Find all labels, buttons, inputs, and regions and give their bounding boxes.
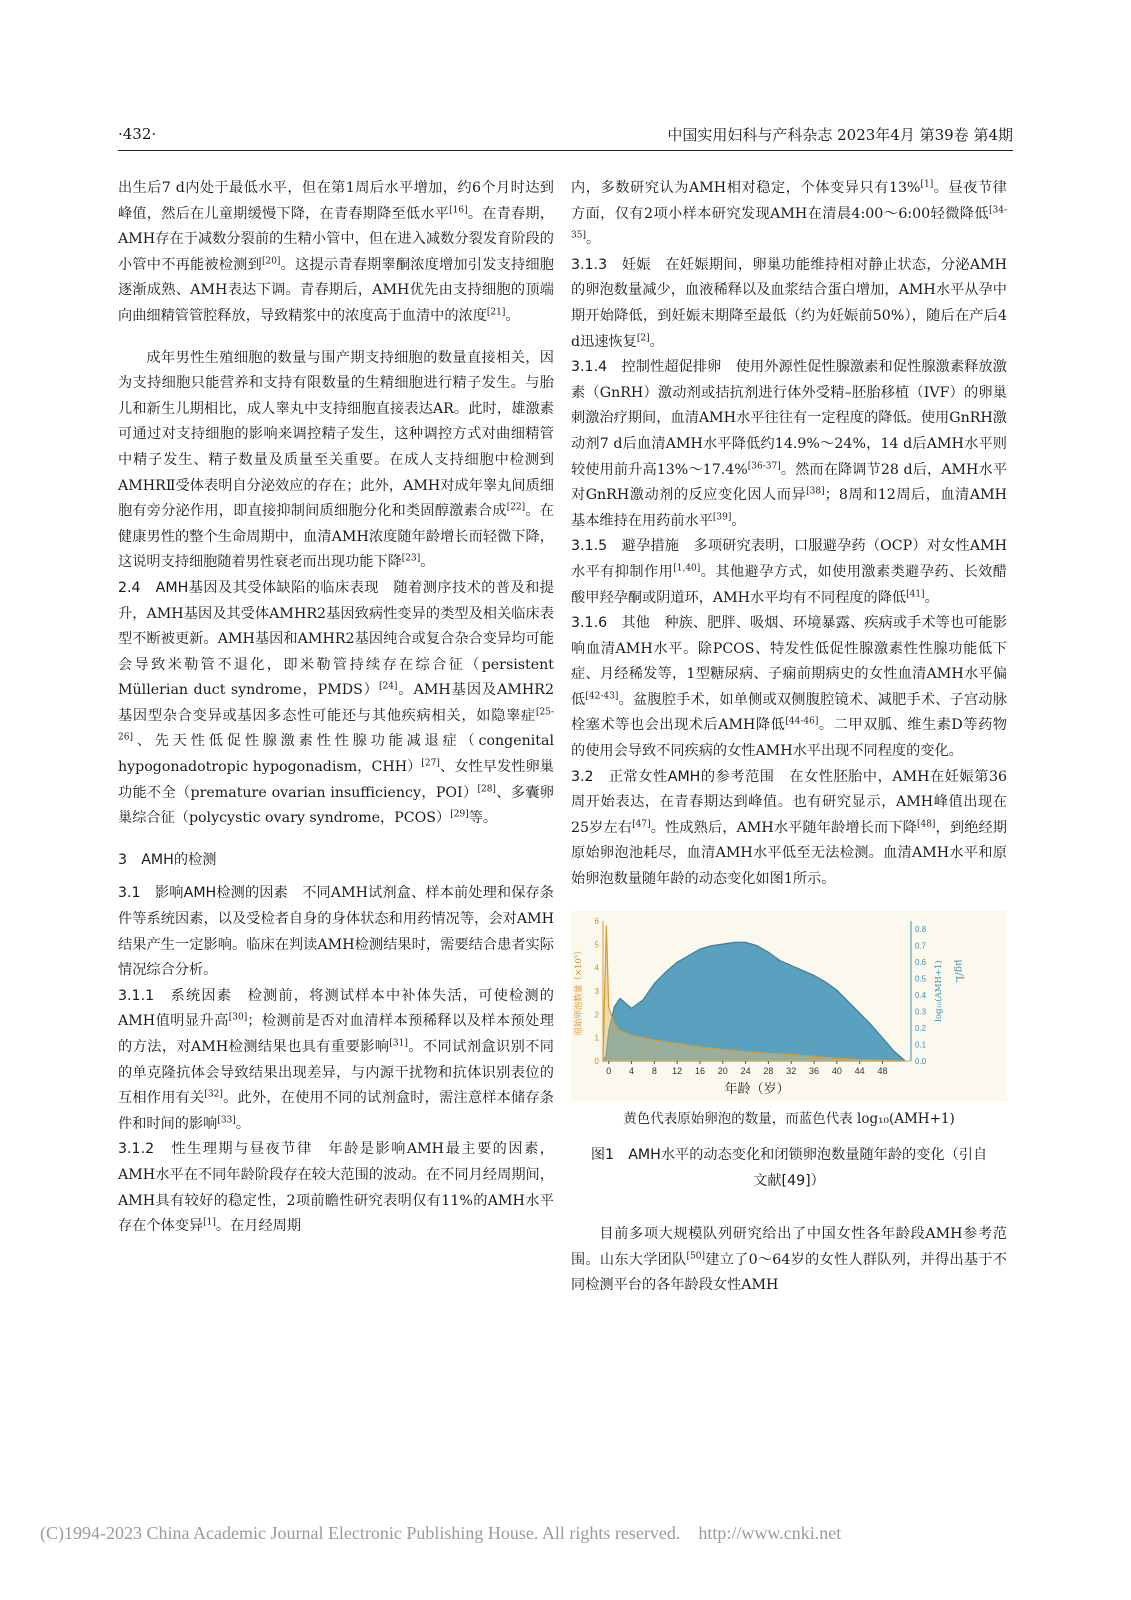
y-right-tick-label: 0.5	[915, 974, 927, 984]
citation[interactable]: [32]	[204, 1089, 223, 1100]
paragraph: 内，多数研究认为AMH相对稳定，个体变异只有13%[1]。昼夜节律方面，仅有2项小样本研究发现AMH在清晨4:00～6:00轻微降低[34-35]。	[571, 179, 1007, 248]
subsection-heading: 3.1.3 妊娠	[571, 256, 651, 273]
copyright-footer: (C)1994-2023 China Academic Journal Electronic Publishing House. All rights reserved. http://www.cnki.net	[40, 1523, 842, 1543]
figure-caption: 图1 AMH水平的动态变化和闭锁卵泡数量随年龄的变化（引自文献[49]）	[590, 1147, 988, 1190]
y-left-tick-label: 3	[594, 986, 599, 996]
citation[interactable]: [44-46]	[785, 716, 819, 727]
paragraph: 2.4 AMH基因及其受体缺陷的临床表现 随着测序技术的普及和提升，AMH基因及其受体AMHR2基因致病性变异的类型及相关临床表型不断被更新。AMH基因和AMHR2基因纯合或复合杂合变异均可能会导致米勒管不退化，即米勒管持续存在综合征（persistent Müllerian duct syndrome，PMDS）[24]。AMH基因及AMHR2基因型杂合变异或基因多态性可能还与其他疾病相关，如隐睾症[25-26]、先天性低促性腺激素性性腺功能减退症（congenital hypogonadotropic hypogonadism，CHH）[27]、女性早发性卵巢功能不全（premature ovarian insufficiency，POI）[28]、多囊卵巢综合征（polycystic ovary syndrome，PCOS）[29]等。	[118, 579, 554, 827]
right-column	[571, 176, 1007, 1299]
y-left-tick-label: 1	[594, 1033, 599, 1043]
citation[interactable]: [33]	[217, 1115, 236, 1126]
subsection-heading: 3.1.6 其他	[571, 615, 651, 632]
citation[interactable]: [27]	[421, 758, 440, 769]
y-left-tick-label: 2	[594, 1009, 599, 1019]
x-tick-label: 44	[854, 1065, 865, 1076]
citation[interactable]: [1]	[203, 1217, 216, 1228]
x-tick-label: 4	[629, 1065, 635, 1076]
citation[interactable]: [24]	[378, 681, 398, 692]
page-number: ·432·	[118, 125, 157, 143]
x-axis-label: 年龄（岁）	[724, 1081, 790, 1097]
x-tick-label: 8	[651, 1065, 657, 1076]
y-right-tick-label: 0.8	[915, 924, 927, 934]
citation[interactable]: [39]	[712, 511, 732, 522]
citation[interactable]: [2]	[636, 332, 650, 343]
subsection-heading: 3.2 正常女性AMH的参考范围	[571, 768, 775, 785]
x-tick-label: 40	[831, 1065, 842, 1076]
y-right-tick-label: 0.4	[915, 990, 927, 1000]
y-right-tick-label: 0.3	[915, 1007, 927, 1017]
journal-title: 中国实用妇科与产科杂志 2023年4月 第39卷 第4期	[667, 125, 1013, 144]
page-header	[118, 122, 1013, 146]
y-right-tick-label: 0.6	[915, 957, 927, 967]
y-left-tick-label: 5	[594, 939, 599, 949]
citation[interactable]: [36-37]	[747, 460, 781, 471]
y-right-label: log₁₀(AMH+1)	[934, 959, 944, 1022]
paragraph: 3.1.3 妊娠 在妊娠期间，卵巢功能维持相对静止状态，分泌AMH的卵泡数量减少，血液稀释以及血浆结合蛋白增加，AMH水平从孕中期开始降低，到妊娠末期降至最低（约为妊娠前50%），随后在产后4 d迅速恢复[2]。	[571, 256, 1007, 350]
y-left-label: 原始卵泡数量（×10⁵）	[574, 945, 584, 1036]
x-tick-label: 20	[717, 1065, 728, 1076]
y-right-tick-label: 0.0	[915, 1056, 927, 1066]
y-right-tick-label: 0.2	[915, 1023, 927, 1033]
citation[interactable]: [16]	[449, 204, 468, 215]
paragraph: 3.1 影响AMH检测的因素 不同AMH试剂盒、样本前处理和保存条件等系统因素，以及受检者自身的身体状态和用药情况等，会对AMH结果产生一定影响。临床在判读AMH检测结果时，需要结合患者实际情况综合分析。	[118, 885, 554, 979]
y-left-tick-label: 6	[594, 916, 599, 926]
subsection-heading: 2.4 AMH基因及其受体缺陷的临床表现	[118, 579, 379, 596]
citation[interactable]: [48]	[916, 819, 936, 830]
citation[interactable]: [28]	[477, 783, 496, 794]
citation[interactable]: [47]	[632, 819, 651, 830]
citation[interactable]: [34-35]	[571, 204, 1007, 241]
citation[interactable]: [41]	[906, 588, 925, 599]
y-left-tick-label: 4	[594, 963, 599, 973]
citation[interactable]: [29]	[450, 809, 469, 820]
citation[interactable]: [30]	[228, 1012, 248, 1023]
x-tick-label: 48	[877, 1065, 888, 1076]
subsection-heading: 3.1.2 性生理期与昼夜节律	[118, 1141, 313, 1158]
figure-note: 黄色代表原始卵泡的数量，而蓝色代表 log₁₀(AMH+1)	[623, 1110, 955, 1127]
y-right-tick-label: 0.7	[915, 941, 927, 951]
x-tick-label: 12	[672, 1065, 683, 1076]
y-left-tick-label: 0	[594, 1056, 599, 1066]
paragraph: 3.1.2 性生理期与昼夜节律 年龄是影响AMH最主要的因素，AMH水平在不同年龄阶段存在较大范围的波动。在不同月经周期间，AMH具有较好的稳定性，2项前瞻性研究表明仅有11%的AMH水平存在个体变异[1]。在月经周期	[118, 1141, 554, 1235]
paragraph: 目前多项大规模队列研究给出了中国女性各年龄段AMH参考范围。山东大学团队[50]建立了0～64岁的女性人群队列，并得出基于不同检测平台的各年龄段女性AMH	[571, 1226, 1007, 1294]
paragraph: 3.1.1 系统因素 检测前，将测试样本中补体失活，可使检测的AMH值明显升高[30]；检测前是否对血清样本预稀释以及样本预处理的方法，对AMH检测结果也具有重要影响[31]。不同试剂盒识别不同的单克隆抗体会导致结果出现差异，与内源干扰物和抗体识别表位的互相作用有关[32]。此外，在使用不同的试剂盒时，需注意样本储存条件和时间的影响[33]。	[118, 987, 554, 1132]
citation[interactable]: [1,40]	[673, 563, 701, 574]
citation[interactable]: [23]	[401, 553, 421, 564]
citation[interactable]: [22]	[506, 502, 526, 513]
citation[interactable]: [25-26]	[118, 707, 554, 743]
x-tick-label: 36	[809, 1065, 820, 1076]
left-column	[118, 176, 554, 1240]
x-tick-label: 32	[786, 1065, 797, 1076]
subsection-heading: 3.1.5 避孕措施	[571, 538, 680, 555]
x-tick-label: 24	[740, 1065, 751, 1076]
section-heading: 3 AMH的检测	[118, 851, 217, 868]
y-right-tick-label: 0.1	[915, 1040, 927, 1050]
amh-chart	[571, 911, 1007, 1101]
citation[interactable]: [21]	[486, 307, 506, 318]
citation[interactable]: [50]	[686, 1251, 706, 1262]
paragraph: 3.1.4 控制性超促排卵 使用外源性促性腺激素和促性腺激素释放激素（GnRH）激动剂或拮抗剂进行体外受精–胚胎移植（IVF）的卵巢刺激治疗期间，血清AMH水平往往有一定程度的降低。使用GnRH激动剂7 d后血清AMH水平降低约14.9%～24%，14 d后AMH水平则较使用前升高13%～17.4%[36-37]。然而在降调节28 d后，AMH水平对GnRH激动剂的反应变化因人而异[38]；8周和12周后，血清AMH基本维持在用药前水平[39]。	[571, 359, 1008, 529]
citation[interactable]: [20]	[261, 256, 281, 267]
subsection-heading: 3.1.4 控制性超促排卵	[571, 359, 722, 376]
paragraph: 出生后7 d内处于最低水平，但在第1周后水平增加，约6个月时达到峰值，然后在儿童期缓慢下降，在青春期降至低水平[16]。在青春期，AMH存在于减数分裂前的生精小管中，但在进入减数分裂发育阶段的小管中不再能被检测到[20]。这提示青春期睾酮浓度增加引发支持细胞逐渐成熟、AMH表达下调。青春期后，AMH优先由支持细胞的顶端向曲细精管管腔释放，导致精浆中的浓度高于血清中的浓度[21]。	[118, 180, 554, 324]
citation[interactable]: [42-43]	[585, 691, 619, 702]
paragraph: 成年男性生殖细胞的数量与围产期支持细胞的数量直接相关，因为支持细胞只能营养和支持有限数量的生精细胞进行精子发生。与胎儿和新生儿期相比，成人睾丸中支持细胞直接表达AR。此时，雄激素可通过对支持细胞的影响来调控精子发生，这种调控方式对曲细精管中精子发生、精子数量及质量至关重要。在成人支持细胞中检测到AMHRⅡ受体表明自分泌效应的存在；此外，AMH对成年睾丸间质细胞有旁分泌作用，即直接抑制间质细胞分化和类固醇激素合成[22]。在健康男性的整个生命周期中，血清AMH浓度随年龄增长而轻微下降，这说明支持细胞随着男性衰老而出现功能下降[23]。	[118, 349, 554, 571]
x-tick-label: 28	[763, 1065, 774, 1076]
subsection-heading: 3.1.1 系统因素	[118, 987, 233, 1004]
citation[interactable]: [38]	[806, 486, 825, 497]
paragraph: 3.2 正常女性AMH的参考范围 在女性胚胎中，AMH在妊娠第36周开始表达，在青春期达到峰值。也有研究显示，AMH峰值出现在25岁左右[47]。性成熟后，AMH水平随年龄增长而下降[48]，到绝经期原始卵泡池耗尽，血清AMH水平低至无法检测。血清AMH水平和原始卵泡数量随年龄的动态变化如图1所示。	[571, 768, 1007, 888]
citation[interactable]: [1]	[920, 179, 934, 190]
x-tick-label: 0	[606, 1065, 612, 1076]
paragraph: 3.1.6 其他 种族、肥胖、吸烟、环境暴露、疾病或手术等也可能影响血清AMH水平。除PCOS、特发性低促性腺激素性性腺功能低下症、月经稀发等，1型糖尿病、子痫前期病史的女性血清AMH水平偏低[42-43]。盆腹腔手术，如单侧或双侧腹腔镜术、减肥手术、子宫动脉栓塞术等也会出现术后AMH降低[44-46]。二甲双胍、维生素D等药物的使用会导致不同疾病的女性AMH水平出现不同程度的变化。	[571, 615, 1007, 760]
subsection-heading: 3.1 影响AMH检测的因素	[118, 885, 288, 902]
citation[interactable]: [31]	[389, 1038, 408, 1049]
header-rule	[118, 150, 1013, 151]
x-tick-label: 16	[694, 1065, 705, 1076]
y-right-unit: μg/L	[953, 959, 964, 983]
paragraph: 3.1.5 避孕措施 多项研究表明，口服避孕药（OCP）对女性AMH水平有抑制作用[1,40]。其他避孕方式，如使用激素类避孕药、长效醋酸甲羟孕酮或阴道环，AMH水平均有不同程度的降低[41]。	[571, 538, 1007, 606]
figure-1	[571, 911, 1007, 1195]
